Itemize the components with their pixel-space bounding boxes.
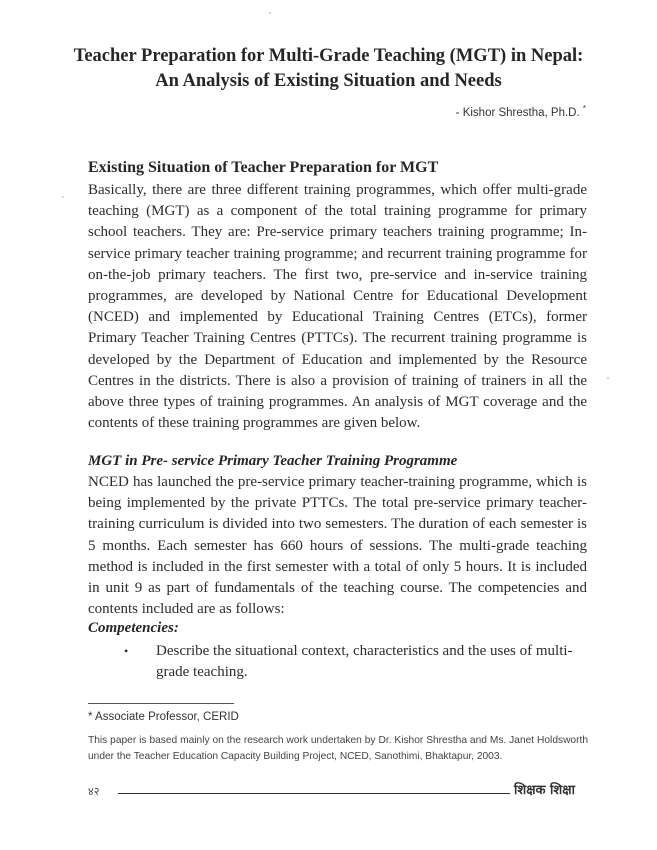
footnote-note: This paper is based mainly on the research work undertaken by Dr. Kishor Shrestha and Ms. Janet Holdsworth under the Teacher Education Capacity Building Project, NCED, Sanothimi, Bhaktapur, 2003. <box>88 735 588 762</box>
footer-divider <box>118 793 510 794</box>
paragraph-pre-service: NCED has launched the pre-service primary teacher-training programme, which is being implemented by the private PTTCs. The total pre-service primary teacher-training curriculum is divided into two semesters. The duration of each semester is 5 months. Each semester has 660 hours of sessions. The multi-grade teaching method is included in the first semester with a total of only 5 hours. It is included in unit 9 as part of fundamentals of the teaching course. The competencies and contents included are as follows: <box>88 474 587 618</box>
author-footnote-mark: * <box>582 104 586 113</box>
paragraph-existing-situation: Basically, there are three different training programmes, which offer multi-grade teaching (MGT) as a component of the total training programme for primary school teachers. They are: Pre-service primary teachers training programme; In-service primary teacher training programme; and recurrent training programme for on-the-job primary teachers. The first two, pre-service and in-service training programmes, are developed by National Centre for Educational Development (NCED) and implemented by Educational Training Centres (ETCs), former Primary Teacher Training Centres (PTTCs). The recurrent training programme is developed by the Department of Education and implemented by the Resource Centres in the districts. There is also a provision of training of trainers in all the above three types of training programmes. An analysis of MGT coverage and the contents of these training programmes are given below. <box>88 182 587 432</box>
section-heading-pre-service: MGT in Pre- service Primary Teacher Training Programme <box>88 453 458 469</box>
title-line-2: An Analysis of Existing Situation and Needs <box>155 71 502 91</box>
title-line-1: Teacher Preparation for Multi-Grade Teaching (MGT) in Nepal: <box>73 46 584 66</box>
journal-name: शिक्षक शिक्षा <box>514 783 575 798</box>
author-byline <box>456 104 586 119</box>
section-heading-existing-situation: Existing Situation of Teacher Preparation for MGT <box>88 159 439 176</box>
paper-title <box>60 44 597 94</box>
list-item <box>124 641 587 683</box>
page-number: ४२ <box>88 785 100 798</box>
list-item-text: Describe the situational context, characteristics and the uses of multi-grade teaching. <box>156 643 573 681</box>
scan-speck <box>62 196 64 198</box>
competencies-heading: Competencies: <box>88 620 179 636</box>
author-name: - Kishor Shrestha, Ph.D. <box>455 106 580 119</box>
scan-speck <box>607 377 609 379</box>
footnote-divider <box>88 703 234 704</box>
footnote-affiliation: * Associate Professor, CERID <box>88 711 239 723</box>
bullet-icon: • <box>124 644 129 658</box>
competencies-list <box>124 641 587 683</box>
scan-speck <box>269 12 271 14</box>
